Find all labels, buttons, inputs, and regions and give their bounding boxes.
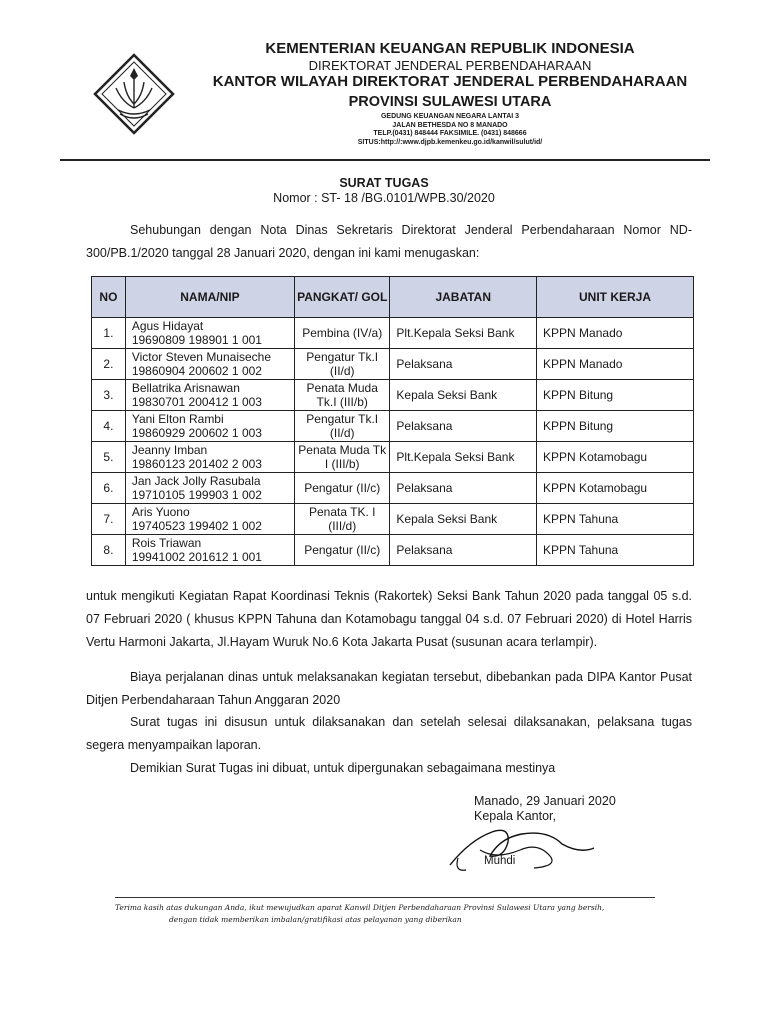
cell-nama-nip	[125, 535, 294, 566]
cell-pangkat	[295, 411, 390, 442]
employee-position: Plt.Kepala Seksi Bank	[396, 450, 515, 464]
document-title: SURAT TUGAS	[339, 176, 429, 190]
cell-pangkat	[295, 318, 390, 349]
paragraph-report: Surat tugas ini disusun untuk dilaksanakan dan setelah selesai dilaksanakan, pelaksana tugas segera menyampaikan laporan.	[86, 715, 692, 752]
ministry-logo-icon	[92, 52, 176, 136]
employee-name: Jeanny Imban	[131, 443, 208, 457]
row-number: 2.	[103, 357, 114, 371]
assignment-table	[91, 276, 694, 566]
cell-no	[92, 535, 126, 566]
table-row	[92, 473, 694, 504]
cell-jabatan	[390, 349, 537, 380]
employee-position: Pelaksana	[396, 481, 453, 495]
cell-no	[92, 411, 126, 442]
cell-jabatan	[390, 535, 537, 566]
employee-unit: KPPN Bitung	[543, 419, 614, 433]
employee-position: Pelaksana	[396, 543, 453, 557]
employee-nip: 19941002 201612 1 001	[131, 550, 262, 564]
row-number: 1.	[103, 326, 114, 340]
table-row	[92, 535, 694, 566]
cell-unit	[537, 504, 694, 535]
cell-nama-nip	[125, 380, 294, 411]
cell-unit	[537, 535, 694, 566]
column-header-no: NO	[92, 277, 126, 318]
footer-line: Terima kasih atas dukungan Anda, ikut mewujudkan aparat Kanwil Ditjen Perbendaharaan Provinsi Sulawesi Utara yang bersih,	[115, 903, 605, 912]
column-header-nama: NAMA/NIP	[125, 277, 294, 318]
cell-unit	[537, 473, 694, 504]
cell-pangkat	[295, 535, 390, 566]
address-line: SITUS:http://:www.djpb.kemenkeu.go.id/kanwil/sulut/id/	[357, 138, 543, 146]
employee-unit: KPPN Kotamobagu	[543, 450, 648, 464]
cell-pangkat	[295, 504, 390, 535]
signature-place-date: Manado, 29 Januari 2020	[474, 794, 616, 808]
employee-nip: 19710105 199903 1 002	[131, 488, 262, 502]
employee-name: Rois Triawan	[131, 536, 202, 550]
row-number: 5.	[103, 450, 114, 464]
employee-unit: KPPN Bitung	[543, 388, 614, 402]
cell-jabatan	[390, 380, 537, 411]
header-province: PROVINSI SULAWESI UTARA	[348, 94, 552, 110]
paragraph-purpose: untuk mengikuti Kegiatan Rapat Koordinasi Teknis (Rakortek) Seksi Bank Tahun 2020 pada tanggal 05 s.d. 07 Februari 2020 ( khusus KPPN Tahuna dan Kotamobagu tanggal 04 s.d. 07 Februari 2020) di Hotel Harris Vertu Harmoni Jakarta, Jl.Hayam Wuruk No.6 Kota Jakarta Pusat (susunan acara terlampir).	[86, 589, 692, 649]
employee-unit: KPPN Kotamobagu	[543, 481, 648, 495]
header-address	[330, 113, 570, 147]
employee-nip: 19830701 200412 1 003	[131, 395, 262, 409]
cell-no	[92, 504, 126, 535]
cell-unit	[537, 380, 694, 411]
address-line: JALAN BETHESDA NO 8 MANADO	[392, 121, 508, 129]
paragraph-closing: Demikian Surat Tugas ini dibuat, untuk dipergunakan sebagaimana mestinya	[130, 761, 556, 775]
row-number: 6.	[103, 481, 114, 495]
cell-jabatan	[390, 318, 537, 349]
document-number: Nomor : ST- 18 /BG.0101/WPB.30/2020	[273, 191, 495, 205]
header-office: KANTOR WILAYAH DIREKTORAT JENDERAL PERBENDAHARAAN	[212, 73, 688, 90]
signature-name: Muhdi	[484, 855, 516, 867]
header-ministry: KEMENTERIAN KEUANGAN REPUBLIK INDONESIA	[265, 40, 635, 57]
cell-pangkat	[295, 349, 390, 380]
employee-position: Plt.Kepala Seksi Bank	[396, 326, 515, 340]
row-number: 7.	[103, 512, 114, 526]
column-header-jabatan: JABATAN	[390, 277, 537, 318]
header-divider	[60, 159, 710, 161]
employee-position: Pelaksana	[396, 419, 453, 433]
employee-position: Kepala Seksi Bank	[396, 512, 498, 526]
cell-nama-nip	[125, 411, 294, 442]
handwritten-signature	[430, 820, 600, 880]
employee-nip: 19740523 199402 1 002	[131, 519, 262, 533]
address-line: GEDUNG KEUANGAN NEGARA LANTAI 3	[380, 113, 520, 120]
cell-pangkat	[295, 473, 390, 504]
footer-divider	[115, 897, 655, 898]
employee-rank: Pengatur (II/c)	[304, 543, 381, 557]
employee-nip: 19690809 198901 1 001	[131, 333, 262, 347]
employee-rank: Penata Muda Tk I (III/b)	[298, 443, 387, 471]
employee-name: Jan Jack Jolly Rasubala	[131, 474, 261, 488]
employee-rank: Pengatur Tk.I (II/d)	[306, 350, 379, 378]
employee-name: Bellatrika Arisnawan	[131, 381, 240, 395]
row-number: 4.	[103, 419, 114, 433]
employee-name: Victor Steven Munaiseche	[131, 350, 272, 364]
address-line: TELP.(0431) 848444 FAKSIMILE. (0431) 848666	[373, 130, 527, 137]
cell-no	[92, 442, 126, 473]
row-number: 3.	[103, 388, 114, 402]
column-header-pangkat: PANGKAT/ GOL	[295, 277, 390, 318]
cell-nama-nip	[125, 318, 294, 349]
employee-rank: Pengatur (II/c)	[304, 481, 381, 495]
cell-unit	[537, 442, 694, 473]
employee-rank: Pengatur Tk.I (II/d)	[306, 412, 379, 440]
employee-position: Kepala Seksi Bank	[396, 388, 498, 402]
cell-pangkat	[295, 442, 390, 473]
table-row	[92, 411, 694, 442]
cell-nama-nip	[125, 349, 294, 380]
employee-unit: KPPN Tahuna	[543, 512, 619, 526]
cell-jabatan	[390, 504, 537, 535]
table-row	[92, 504, 694, 535]
row-number: 8.	[103, 543, 114, 557]
column-header-unit: UNIT KERJA	[537, 277, 694, 318]
employee-name: Agus Hidayat	[131, 319, 204, 333]
cell-unit	[537, 349, 694, 380]
employee-nip: 19860904 200602 1 002	[131, 364, 262, 378]
cell-jabatan	[390, 473, 537, 504]
cell-unit	[537, 318, 694, 349]
table-row	[92, 380, 694, 411]
cell-nama-nip	[125, 504, 294, 535]
table-row	[92, 442, 694, 473]
cell-unit	[537, 411, 694, 442]
cell-nama-nip	[125, 442, 294, 473]
employee-rank: Pembina (IV/a)	[302, 326, 383, 340]
employee-position: Pelaksana	[396, 357, 453, 371]
employee-nip: 19860123 201402 2 003	[131, 457, 262, 471]
footer-line: dengan tidak memberikan imbalan/gratifikasi atas pelayanan yang diberikan	[169, 915, 462, 924]
cell-jabatan	[390, 411, 537, 442]
employee-unit: KPPN Tahuna	[543, 543, 619, 557]
table-header-row	[92, 277, 694, 318]
employee-unit: KPPN Manado	[543, 326, 623, 340]
employee-name: Aris Yuono	[131, 505, 190, 519]
table-row	[92, 318, 694, 349]
cell-no	[92, 380, 126, 411]
employee-name: Yani Elton Rambi	[131, 412, 224, 426]
cell-jabatan	[390, 442, 537, 473]
header-directorate: DIREKTORAT JENDERAL PERBENDAHARAAN	[308, 58, 592, 73]
footer-note	[115, 902, 655, 926]
paragraph-funding: Biaya perjalanan dinas untuk melaksanakan kegiatan tersebut, dibebankan pada DIPA Kantor Pusat Ditjen Perbendaharaan Tahun Anggaran 2020	[86, 670, 692, 707]
cell-pangkat	[295, 380, 390, 411]
employee-nip: 19860929 200602 1 003	[131, 426, 262, 440]
table-row	[92, 349, 694, 380]
intro-paragraph: Sehubungan dengan Nota Dinas Sekretaris Direktorat Jenderal Perbendaharaan Nomor ND-300/PB.1/2020 tanggal 28 Januari 2020, dengan ini kami menugaskan:	[86, 223, 692, 260]
cell-no	[92, 473, 126, 504]
cell-no	[92, 349, 126, 380]
cell-nama-nip	[125, 473, 294, 504]
employee-unit: KPPN Manado	[543, 357, 623, 371]
employee-rank: Penata TK. I (III/d)	[308, 505, 376, 533]
employee-rank: Penata Muda Tk.I (III/b)	[306, 381, 378, 409]
signature-role: Kepala Kantor,	[474, 809, 557, 823]
cell-no	[92, 318, 126, 349]
